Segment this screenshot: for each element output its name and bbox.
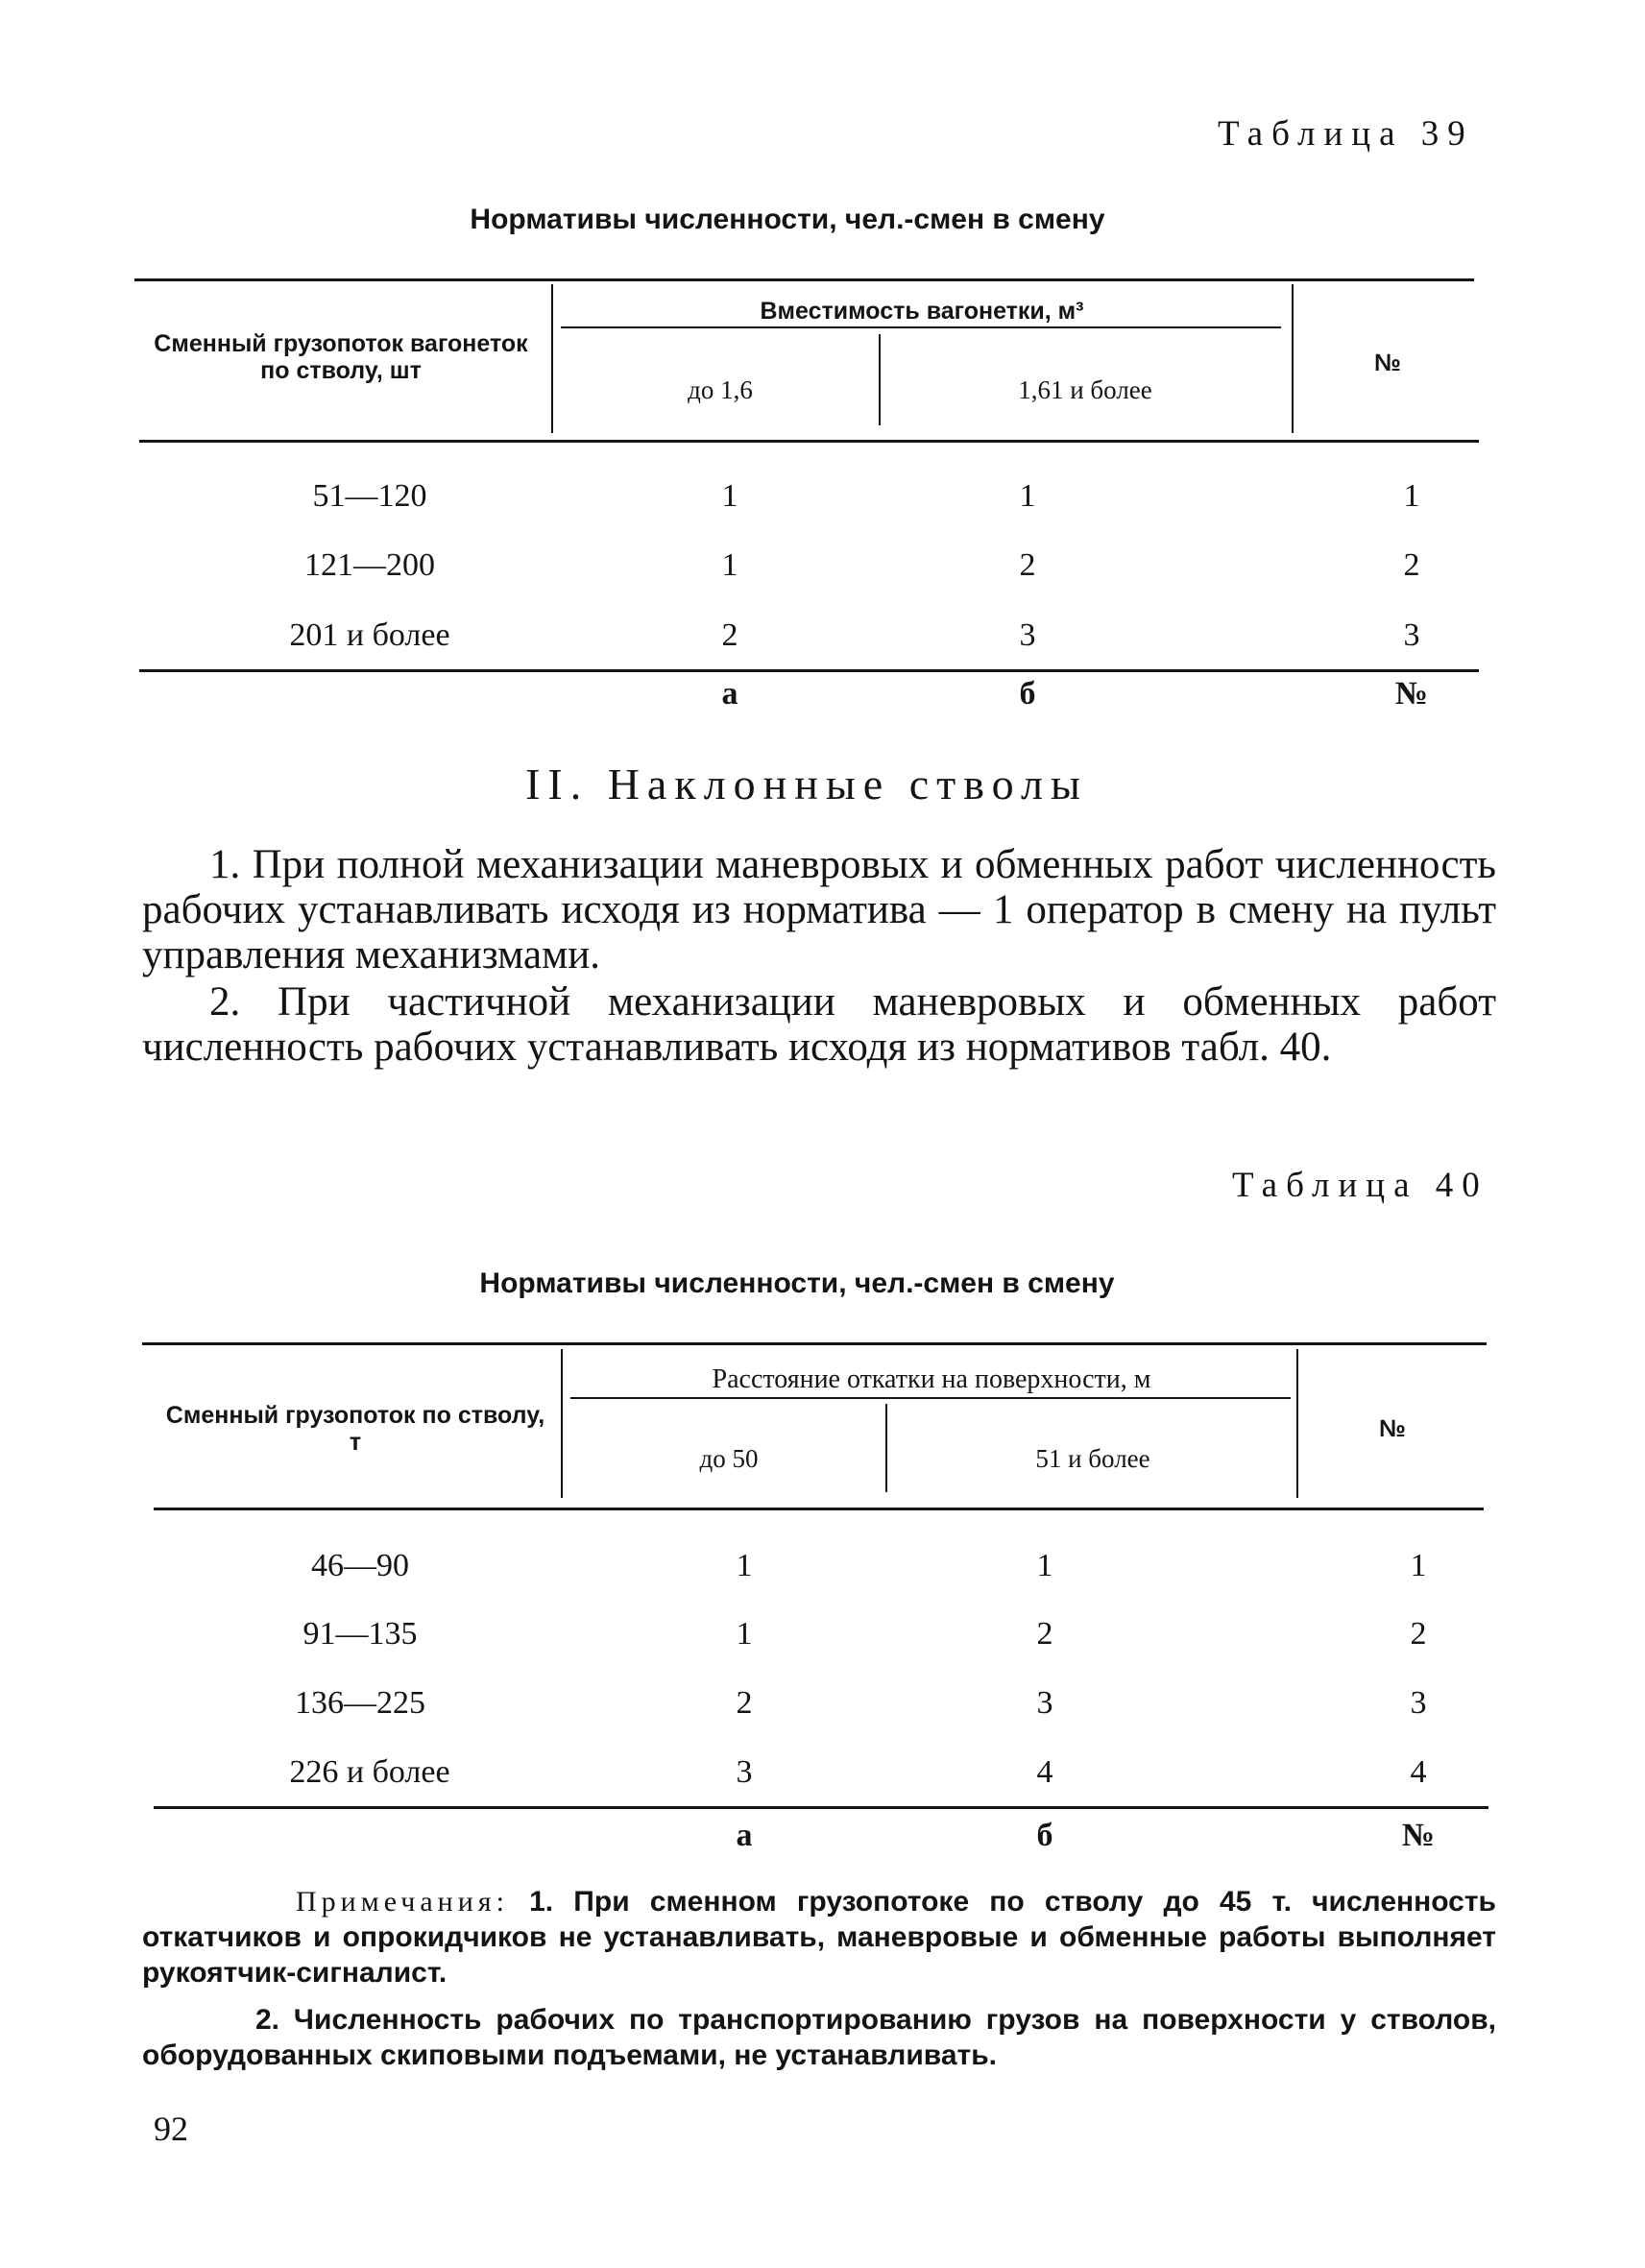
table-39-cell-a: 1	[721, 478, 738, 514]
table-40-cell-a: 1	[736, 1548, 753, 1583]
table-40-cell-b: 4	[1036, 1754, 1053, 1790]
table-39-col-b-head: 1,61 и более	[1018, 375, 1152, 404]
table-40-cell-no: 2	[1410, 1616, 1427, 1652]
note-1-text: 1. При сменном грузопотоке по стволу до 45 т. численность откатчиков и опрокидчиков не устанавливать, маневровые и обменные работы выполняет рукоятчик-сигналист.	[142, 1886, 1496, 1989]
table-40-cell-a: 1	[736, 1616, 753, 1652]
table-40-col-no-head: №	[1379, 1415, 1406, 1442]
table-40-col-a-head: до 50	[699, 1444, 759, 1473]
table-39-vline-2	[1292, 284, 1294, 433]
table-39-col-no-head: №	[1374, 350, 1401, 376]
table-40-cell-a: 2	[736, 1685, 753, 1721]
page-number: 92	[154, 2110, 188, 2148]
table-40-cell-b: 3	[1036, 1685, 1053, 1721]
table-40-range: 226 и более	[289, 1754, 450, 1790]
table-39-footer-a: а	[721, 676, 738, 712]
table-39-group-head: Вместимость вагонетки, м³	[760, 298, 1084, 325]
section-title: II. Наклонные стволы	[525, 760, 1088, 808]
table-40-cell-no: 4	[1410, 1754, 1427, 1790]
table-40-vline-1	[561, 1349, 563, 1498]
table-40-cell-b: 1	[1036, 1548, 1053, 1583]
table-40-header-rule	[154, 1508, 1484, 1510]
table-40-cell-a: 3	[736, 1754, 753, 1790]
table-39-cell-b: 3	[1019, 617, 1036, 653]
table-39-cell-a: 2	[721, 617, 738, 653]
table-40-cell-b: 2	[1036, 1616, 1053, 1652]
table-40-cell-no: 3	[1410, 1685, 1427, 1721]
table-39-cell-b: 2	[1019, 547, 1036, 583]
table-40-group-rule	[570, 1397, 1291, 1399]
table-40-top-rule	[142, 1342, 1487, 1345]
table-40-group-head: Расстояние откатки на поверхности, м	[712, 1364, 1151, 1394]
table-39-cell-no: 1	[1403, 478, 1420, 514]
table-39-cell-no: 3	[1403, 617, 1420, 653]
table-40-footer-a: а	[736, 1818, 753, 1853]
table-39-title: Нормативы численности, чел.-смен в смену	[470, 204, 1105, 235]
table-39-label: Таблица 39	[1218, 114, 1474, 154]
table-40-footer-b: б	[1036, 1818, 1053, 1853]
table-39-range: 51—120	[312, 478, 427, 514]
table-40-range: 46—90	[311, 1548, 409, 1583]
table-40-col-b-head: 51 и более	[1035, 1444, 1150, 1473]
table-40-row-head: Сменный грузопоток по стволу, т	[165, 1402, 545, 1456]
table-39-footer-b: б	[1019, 676, 1036, 712]
table-39-cell-no: 2	[1403, 547, 1420, 583]
table-40-range: 91—135	[302, 1616, 418, 1652]
table-39-vline-1	[551, 284, 553, 433]
note-2: 2. Численность рабочих по транспортированию грузов на поверхности у стволов, оборудованных скиповыми подъемами, не устанавливать.	[142, 2004, 1496, 2071]
table-40-title: Нормативы численности, чел.-смен в смену	[479, 1267, 1115, 1299]
table-40-range: 136—225	[295, 1685, 425, 1721]
table-39-col-a-head: до 1,6	[688, 375, 753, 404]
table-39-bottom-rule	[139, 669, 1479, 672]
table-40-footer-no: №	[1401, 1818, 1436, 1853]
table-39-header-rule	[139, 440, 1479, 443]
note-1	[142, 1884, 1496, 1991]
table-39-vline-3	[879, 334, 881, 425]
table-40-label: Таблица 40	[1232, 1166, 1488, 1205]
table-40-vline-2	[1296, 1349, 1298, 1498]
table-40-cell-no: 1	[1410, 1548, 1427, 1583]
table-39-cell-a: 1	[721, 547, 738, 583]
table-39-cell-b: 1	[1019, 478, 1036, 514]
table-40-vline-3	[885, 1404, 887, 1492]
table-39-top-rule	[134, 278, 1474, 281]
table-39-range: 201 и более	[289, 617, 450, 653]
table-39-row-head: Сменный грузопоток вагонеток по стволу, шт	[154, 330, 528, 384]
paragraph-1: 1. При полной механизации маневровых и обменных работ численность рабочих устанавливать исходя из норматива — 1 оператор в смену на пульт управления механизмами.	[142, 842, 1496, 977]
notes-lead: Примечания:	[296, 1886, 509, 1918]
table-40-bottom-rule	[154, 1806, 1488, 1809]
table-39-footer-no: №	[1394, 676, 1429, 712]
table-39-group-rule	[561, 326, 1281, 328]
paragraph-2: 2. При частичной механизации маневровых и обменных работ численность рабочих устанавливать исходя из нормативов табл. 40.	[142, 979, 1496, 1070]
table-39-range: 121—200	[304, 547, 435, 583]
